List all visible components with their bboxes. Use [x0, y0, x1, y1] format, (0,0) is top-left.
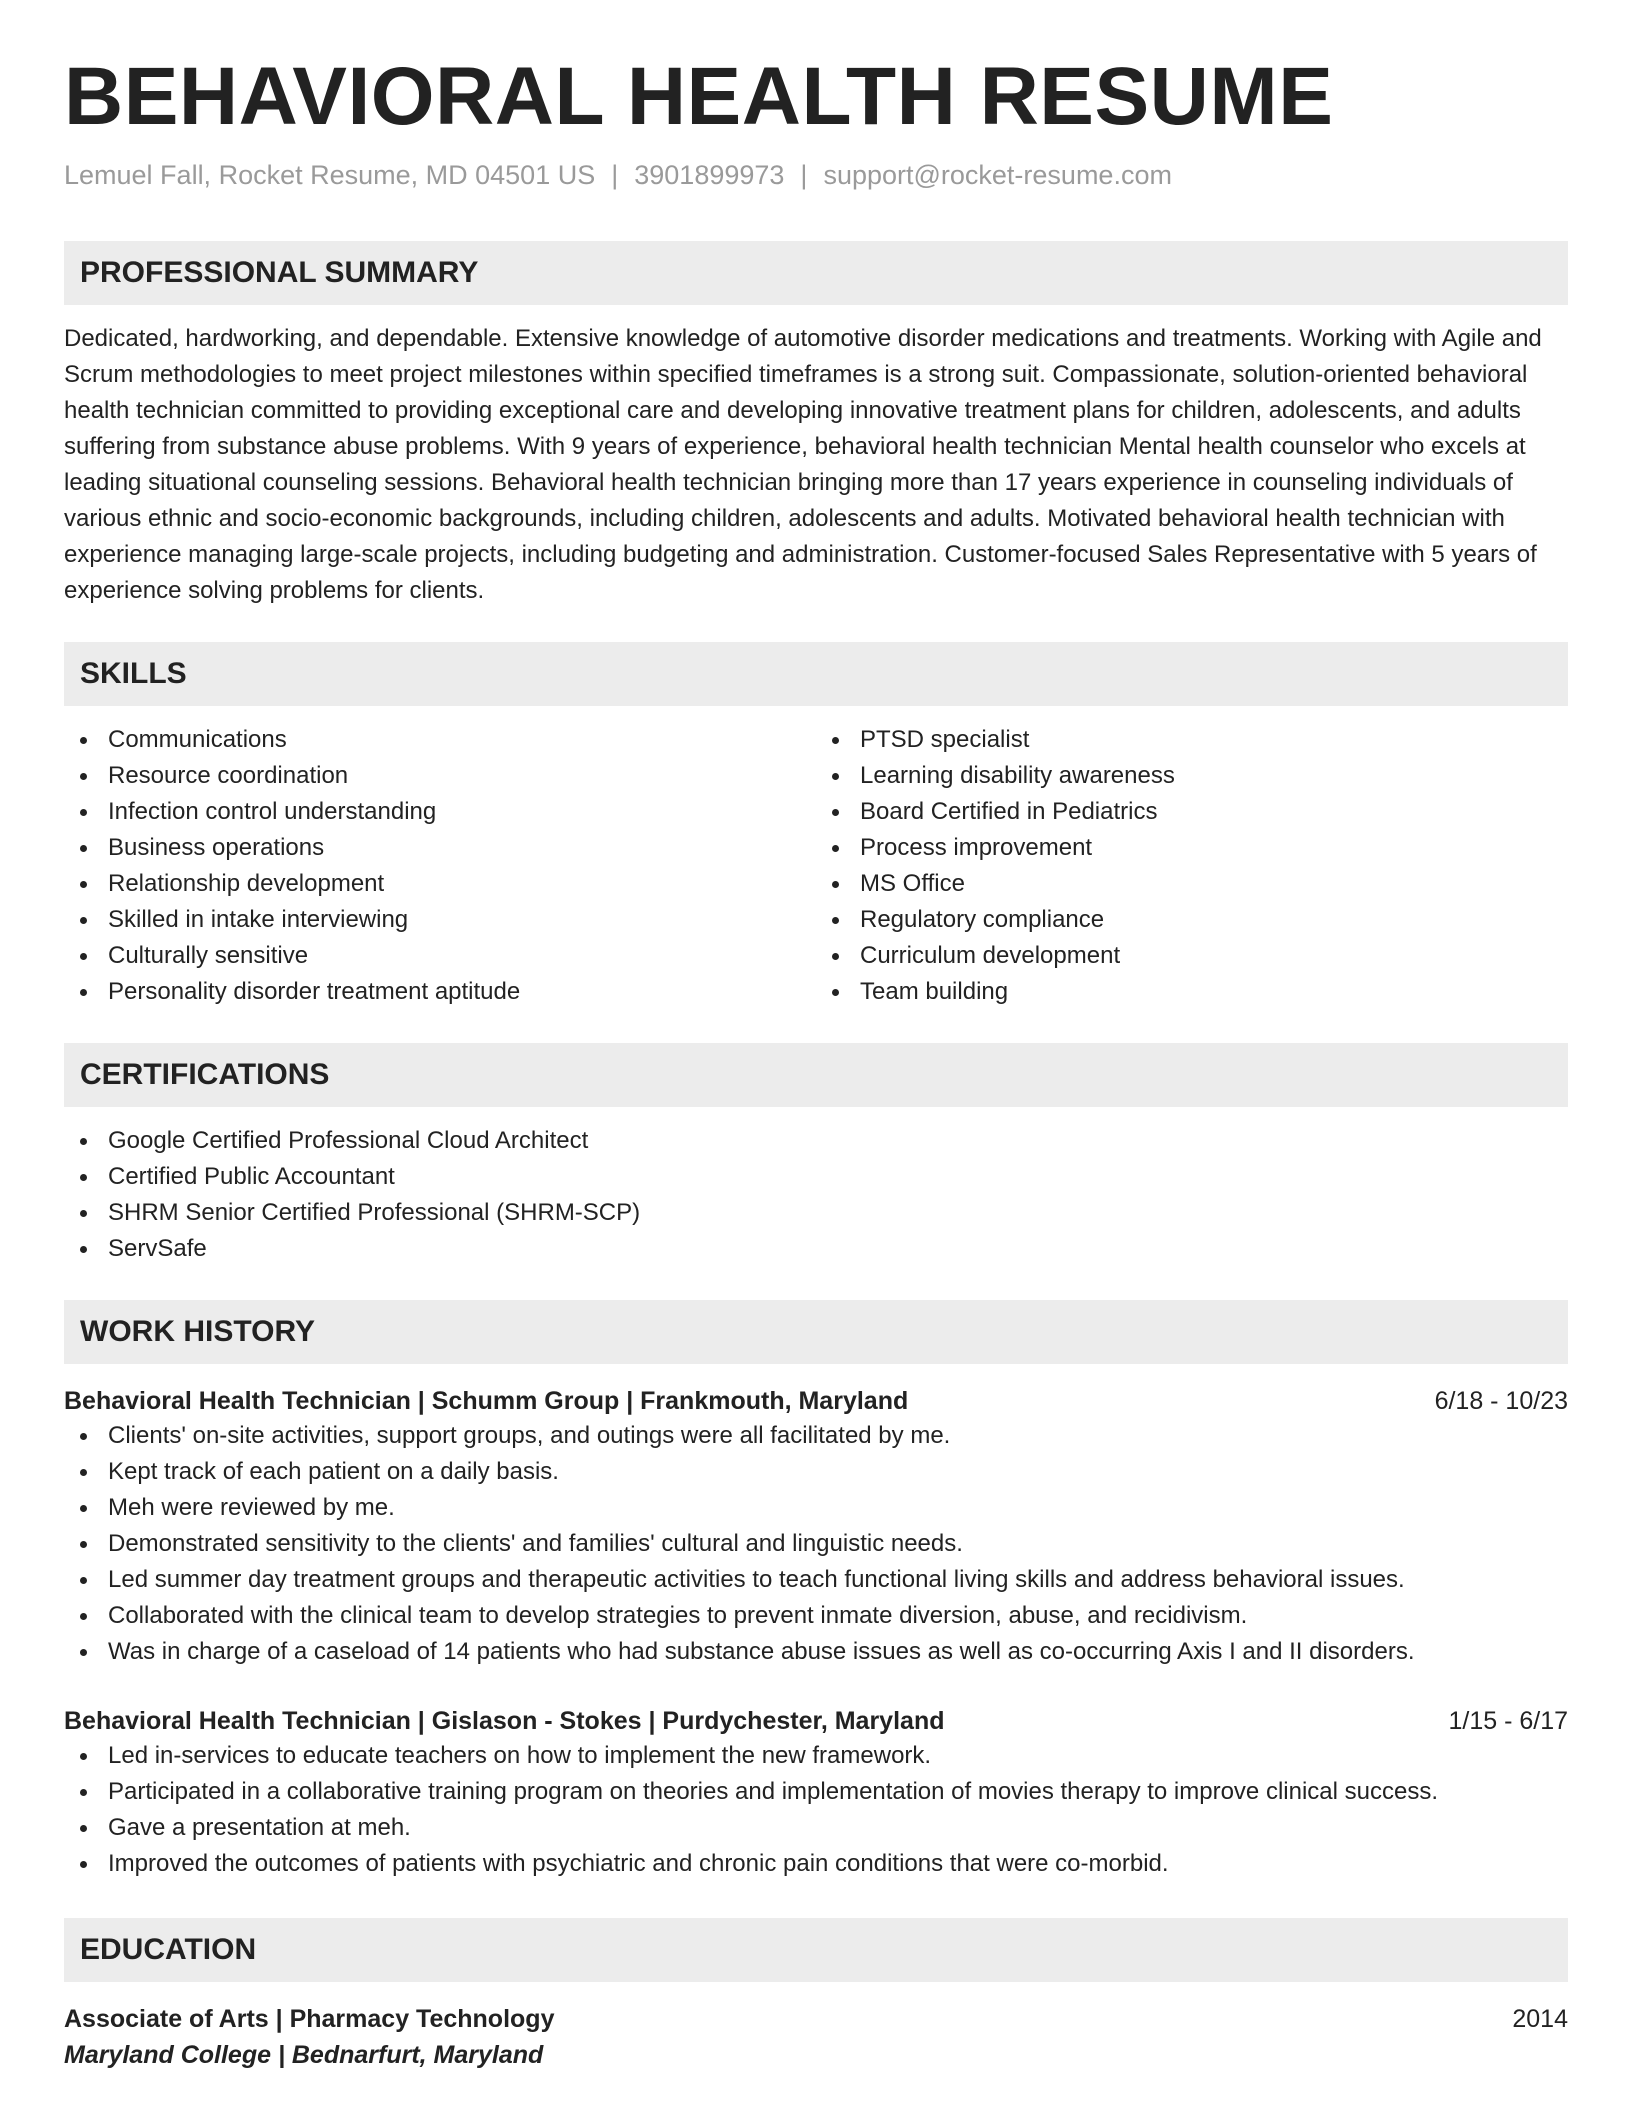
resume-title: BEHAVIORAL HEALTH RESUME	[64, 51, 1334, 142]
job-bullet: Kept track of each patient on a daily basis.	[108, 1454, 1568, 1490]
education-school: Maryland College | Bednarfurt, Maryland	[64, 2041, 544, 2070]
contact-phone: 3901899973	[634, 160, 785, 191]
job-bullet: Was in charge of a caseload of 14 patients who had substance abuse issues as well as co-occurring Axis I and II disorders.	[108, 1634, 1568, 1670]
certifications-heading: CERTIFICATIONS	[64, 1043, 1568, 1107]
skill-item: Team building	[860, 974, 1568, 1010]
skill-item: Skilled in intake interviewing	[108, 902, 816, 938]
certification-item: Certified Public Accountant	[108, 1159, 1568, 1195]
job-title: Behavioral Health Technician | Gislason - Stokes | Purdychester, Maryland	[64, 1707, 945, 1736]
skill-item: PTSD specialist	[860, 722, 1568, 758]
skill-item: Resource coordination	[108, 758, 816, 794]
skills-heading: SKILLS	[64, 642, 1568, 706]
education-header	[64, 2002, 1568, 2036]
job-bullet: Participated in a collaborative training program on theories and implementation of movies therapy to improve clinical success.	[108, 1774, 1568, 1810]
job-bullet: Demonstrated sensitivity to the clients' and families' cultural and linguistic needs.	[108, 1526, 1568, 1562]
job-header	[64, 1384, 1568, 1418]
job-bullets	[64, 1738, 1568, 1882]
skill-item: Learning disability awareness	[860, 758, 1568, 794]
job-title: Behavioral Health Technician | Schumm Group | Frankmouth, Maryland	[64, 1387, 909, 1416]
job-dates: 6/18 - 10/23	[1434, 1387, 1568, 1416]
contact-address: Lemuel Fall, Rocket Resume, MD 04501 US	[64, 160, 596, 191]
job-bullet: Led in-services to educate teachers on how to implement the new framework.	[108, 1738, 1568, 1774]
job-header	[64, 1704, 1568, 1738]
contact-line	[64, 160, 1568, 191]
contact-separator: |	[611, 160, 619, 191]
summary-text: Dedicated, hardworking, and dependable. Extensive knowledge of automotive disorder medications and treatments. Working with Agile and Scrum methodologies to meet project milestones within specified timeframes is a strong suit. Compassionate, solution-oriented behavioral health technician committed to providing exceptional care and developing innovative treatment plans for children, adolescents, and adults suffering from substance abuse problems. With 9 years of experience, behavioral health technician Mental health counselor who excels at leading situational counseling sessions. Behavioral health technician bringing more than 17 years experience in counseling individuals of various ethnic and socio-economic backgrounds, including children, adolescents and adults. Motivated behavioral health technician with experience managing large-scale projects, including budgeting and administration. Customer-focused Sales Representative with 5 years of experience solving problems for clients.	[64, 325, 1542, 605]
skill-item: Process improvement	[860, 830, 1568, 866]
skill-item: Regulatory compliance	[860, 902, 1568, 938]
job-bullet: Gave a presentation at meh.	[108, 1810, 1568, 1846]
job-bullet: Clients' on-site activities, support groups, and outings were all facilitated by me.	[108, 1418, 1568, 1454]
education-heading: EDUCATION	[64, 1918, 1568, 1982]
work-history-heading: WORK HISTORY	[64, 1300, 1568, 1364]
skill-item: Business operations	[108, 830, 816, 866]
certification-item: SHRM Senior Certified Professional (SHRM-SCP)	[108, 1195, 1568, 1231]
job-bullet: Collaborated with the clinical team to develop strategies to prevent inmate diversion, abuse, and recidivism.	[108, 1598, 1568, 1634]
skills-right-list	[816, 722, 1568, 1010]
skill-item: Personality disorder treatment aptitude	[108, 974, 816, 1010]
skill-item: Culturally sensitive	[108, 938, 816, 974]
certification-item: Google Certified Professional Cloud Architect	[108, 1123, 1568, 1159]
skill-item: MS Office	[860, 866, 1568, 902]
contact-separator: |	[800, 160, 808, 191]
certification-item: ServSafe	[108, 1231, 1568, 1267]
job-bullet: Improved the outcomes of patients with psychiatric and chronic pain conditions that were co-morbid.	[108, 1846, 1568, 1882]
certifications-list	[64, 1123, 1568, 1267]
skill-item: Board Certified in Pediatrics	[860, 794, 1568, 830]
education-degree: Associate of Arts | Pharmacy Technology	[64, 2005, 555, 2034]
summary-heading: PROFESSIONAL SUMMARY	[64, 241, 1568, 305]
skill-item: Communications	[108, 722, 816, 758]
contact-email: support@rocket-resume.com	[823, 160, 1172, 191]
skill-item: Infection control understanding	[108, 794, 816, 830]
job-bullet: Meh were reviewed by me.	[108, 1490, 1568, 1526]
job-bullet: Led summer day treatment groups and therapeutic activities to teach functional living skills and address behavioral issues.	[108, 1562, 1568, 1598]
skills-left-list	[64, 722, 816, 1010]
skill-item: Curriculum development	[860, 938, 1568, 974]
skill-item: Relationship development	[108, 866, 816, 902]
education-year: 2014	[1512, 2005, 1568, 2034]
skills-columns	[64, 722, 1568, 1010]
job-dates: 1/15 - 6/17	[1448, 1707, 1568, 1736]
job-bullets	[64, 1418, 1568, 1670]
